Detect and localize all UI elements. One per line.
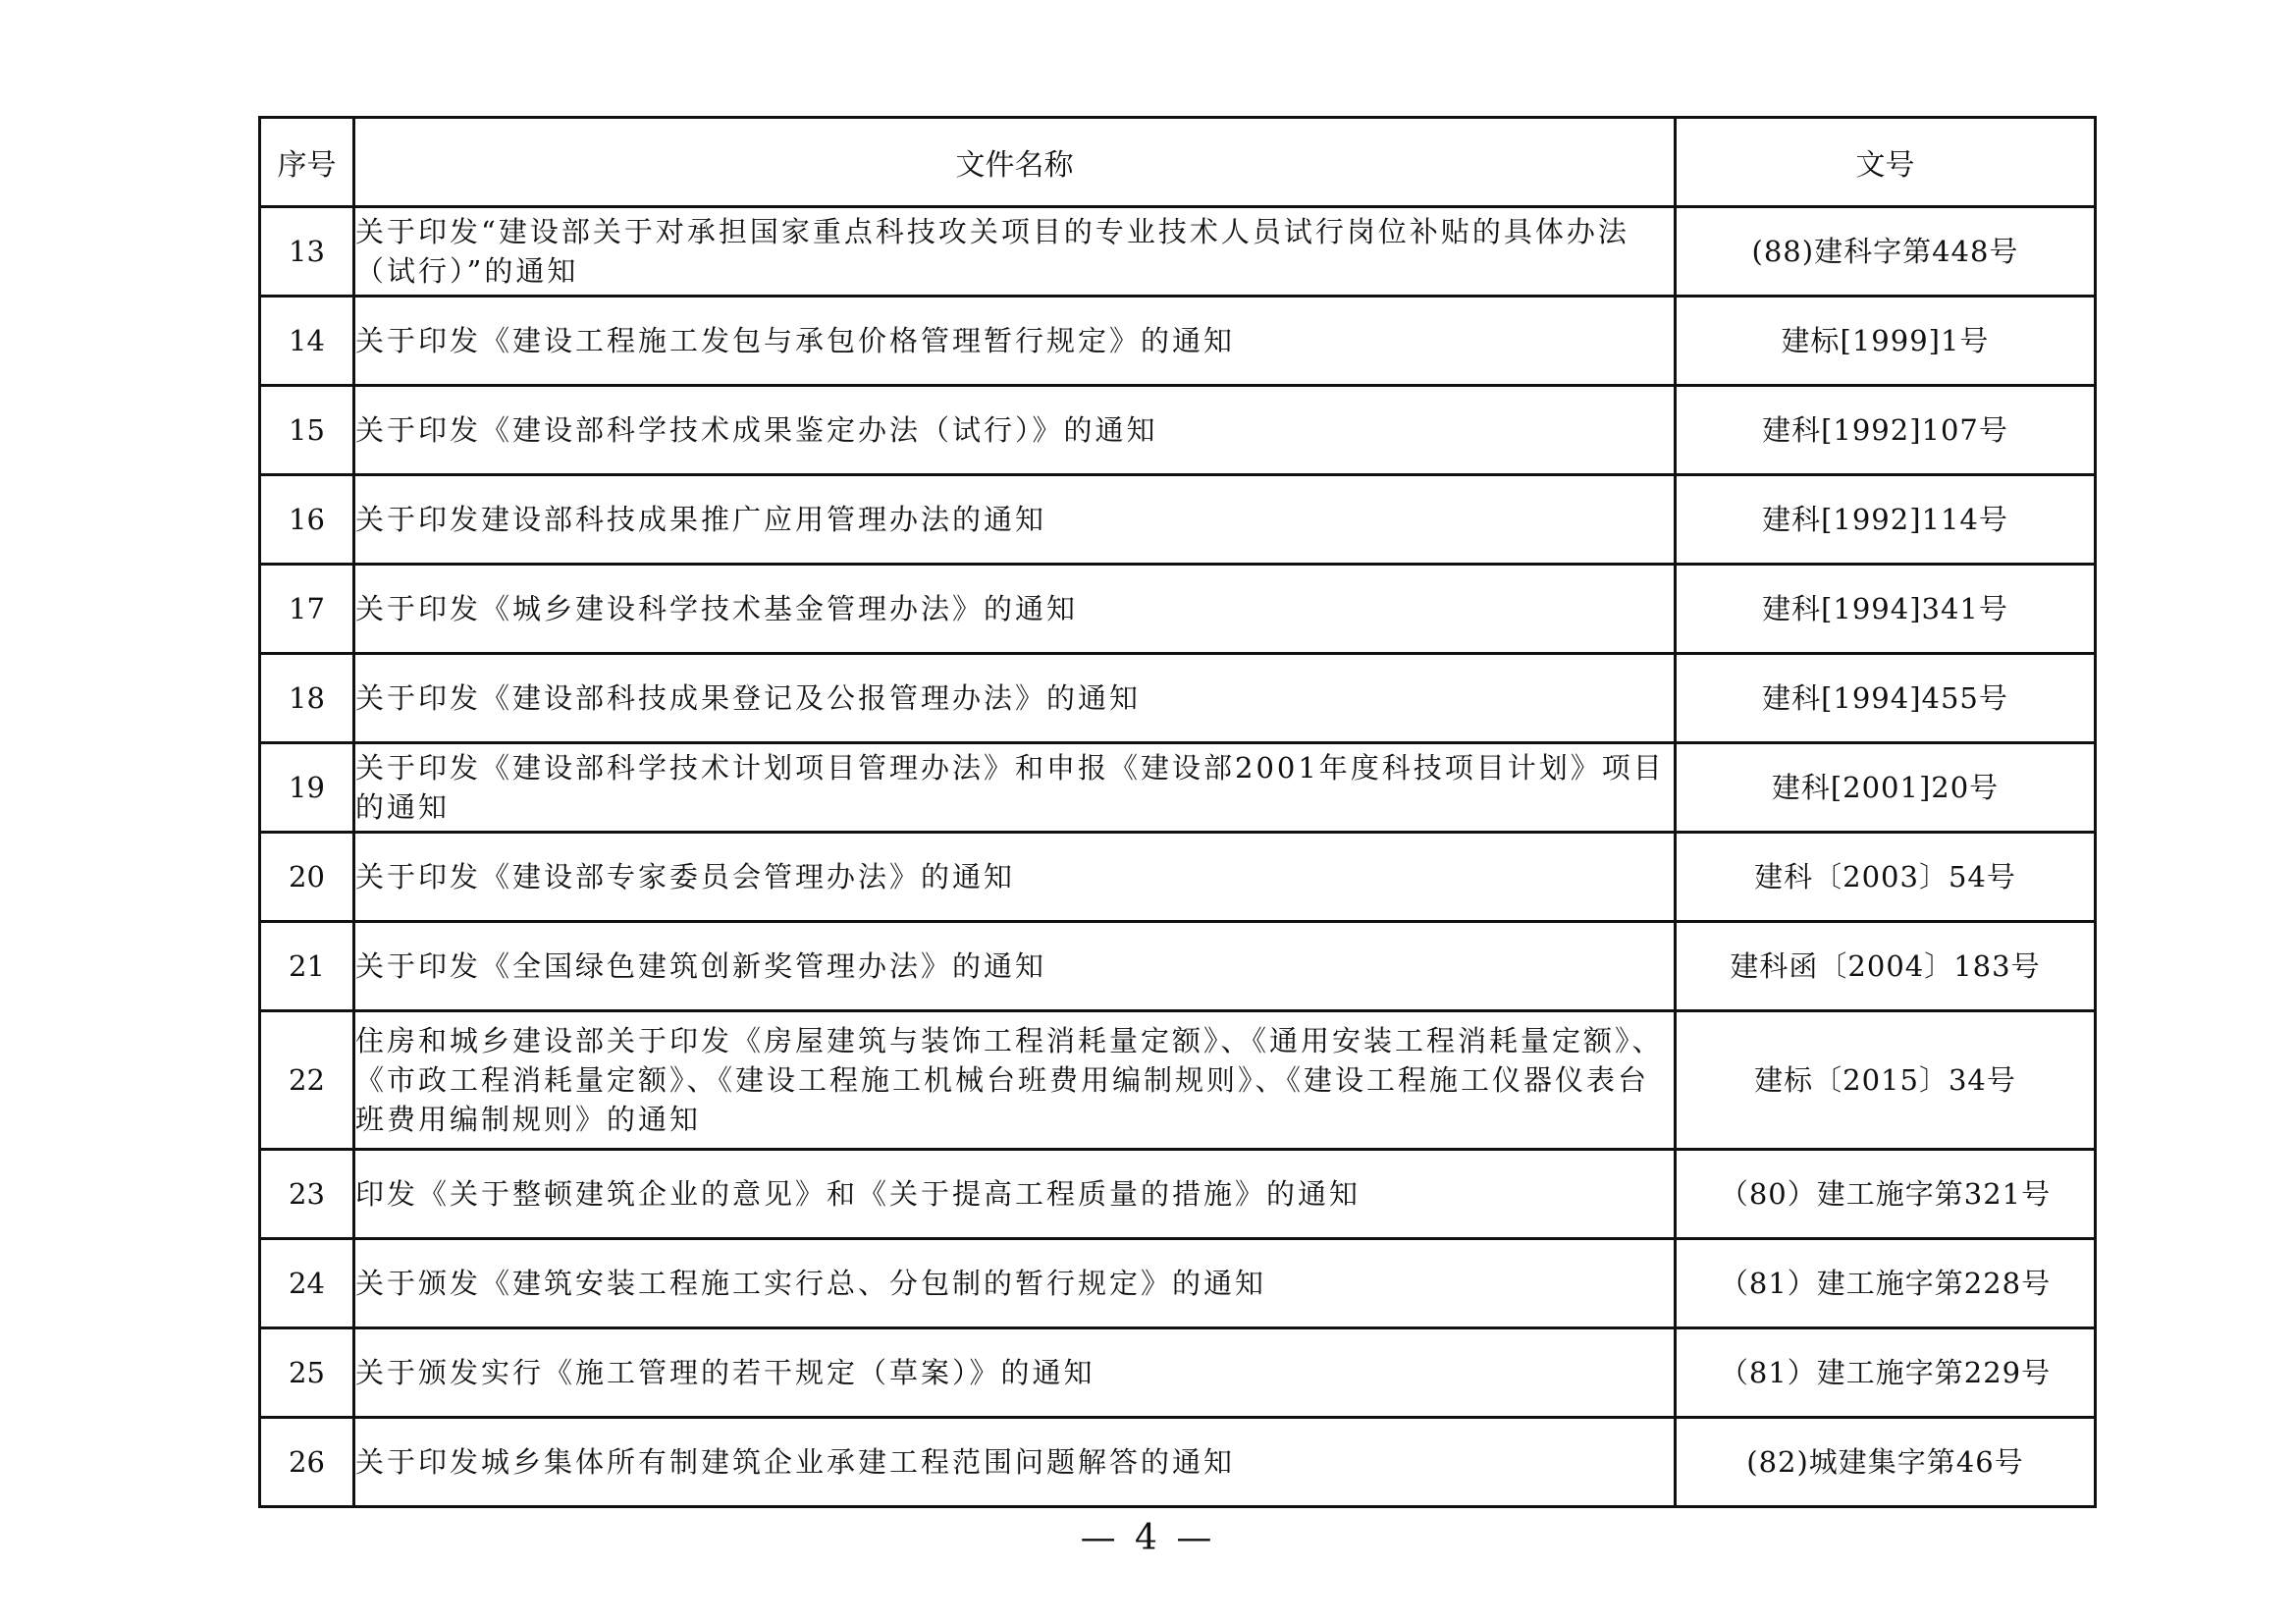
table-row [260, 297, 2096, 386]
row-serial-number: 13 [260, 207, 354, 297]
row-document-name: 住房和城乡建设部关于印发《房屋建筑与装饰工程消耗量定额》、《通用安装工程消耗量定额》、《市政工程消耗量定额》、《建设工程施工机械台班费用编制规则》、《建设工程施工仪器仪表台班费用编制规则》的通知 [354, 1011, 1676, 1150]
row-serial-number: 16 [260, 475, 354, 565]
document-list-table [258, 116, 2097, 1508]
row-document-name: 关于印发城乡集体所有制建筑企业承建工程范围问题解答的通知 [354, 1418, 1676, 1507]
row-document-number: 建科[2001]20号 [1676, 743, 2096, 833]
table-row [260, 475, 2096, 565]
row-serial-number: 24 [260, 1239, 354, 1328]
table-row [260, 1239, 2096, 1328]
row-document-name: 印发《关于整顿建筑企业的意见》和《关于提高工程质量的措施》的通知 [354, 1150, 1676, 1239]
row-document-number: 建标〔2015〕34号 [1676, 1011, 2096, 1150]
row-document-name: 关于印发《建设工程施工发包与承包价格管理暂行规定》的通知 [354, 297, 1676, 386]
table-row [260, 922, 2096, 1011]
row-serial-number: 18 [260, 654, 354, 743]
row-serial-number: 22 [260, 1011, 354, 1150]
row-document-number: 建标[1999]1号 [1676, 297, 2096, 386]
row-document-number: 建科〔2003〕54号 [1676, 833, 2096, 922]
table-row [260, 833, 2096, 922]
row-document-name: 关于印发《建设部专家委员会管理办法》的通知 [354, 833, 1676, 922]
table-row [260, 1011, 2096, 1150]
row-document-name: 关于印发建设部科技成果推广应用管理办法的通知 [354, 475, 1676, 565]
row-document-name: 关于印发《城乡建设科学技术基金管理办法》的通知 [354, 565, 1676, 654]
row-document-number: 建科[1992]107号 [1676, 386, 2096, 475]
header-document-name: 文件名称 [354, 118, 1676, 207]
page-number: — 4 — [1080, 1518, 1216, 1558]
row-serial-number: 15 [260, 386, 354, 475]
row-serial-number: 21 [260, 922, 354, 1011]
row-serial-number: 14 [260, 297, 354, 386]
table-row [260, 207, 2096, 297]
row-document-number: （80）建工施字第321号 [1676, 1150, 2096, 1239]
row-serial-number: 17 [260, 565, 354, 654]
row-serial-number: 25 [260, 1328, 354, 1418]
table-row [260, 1328, 2096, 1418]
table-header-row [260, 118, 2096, 207]
header-document-number: 文号 [1676, 118, 2096, 207]
row-serial-number: 26 [260, 1418, 354, 1507]
row-document-number: 建科[1992]114号 [1676, 475, 2096, 565]
row-document-number: 建科函〔2004〕183号 [1676, 922, 2096, 1011]
table-row [260, 1150, 2096, 1239]
row-document-name: 关于印发《建设部科技成果登记及公报管理办法》的通知 [354, 654, 1676, 743]
row-document-number: （81）建工施字第228号 [1676, 1239, 2096, 1328]
row-serial-number: 19 [260, 743, 354, 833]
row-document-number: 建科[1994]455号 [1676, 654, 2096, 743]
row-document-name: 关于颁发《建筑安装工程施工实行总、分包制的暂行规定》的通知 [354, 1239, 1676, 1328]
row-document-number: (88)建科字第448号 [1676, 207, 2096, 297]
row-document-name: 关于印发《建设部科学技术成果鉴定办法（试行）》的通知 [354, 386, 1676, 475]
row-serial-number: 20 [260, 833, 354, 922]
table-row [260, 654, 2096, 743]
table-row [260, 1418, 2096, 1507]
row-document-name: 关于颁发实行《施工管理的若干规定（草案）》的通知 [354, 1328, 1676, 1418]
row-document-number: 建科[1994]341号 [1676, 565, 2096, 654]
header-serial-number: 序号 [260, 118, 354, 207]
table-row [260, 743, 2096, 833]
row-document-name: 关于印发“建设部关于对承担国家重点科技攻关项目的专业技术人员试行岗位补贴的具体办法（试行）”的通知 [354, 207, 1676, 297]
row-document-name: 关于印发《建设部科学技术计划项目管理办法》和申报《建设部2001年度科技项目计划》项目的通知 [354, 743, 1676, 833]
row-document-number: （81）建工施字第229号 [1676, 1328, 2096, 1418]
row-document-name: 关于印发《全国绿色建筑创新奖管理办法》的通知 [354, 922, 1676, 1011]
row-document-number: (82)城建集字第46号 [1676, 1418, 2096, 1507]
table-row [260, 386, 2096, 475]
row-serial-number: 23 [260, 1150, 354, 1239]
table-row [260, 565, 2096, 654]
